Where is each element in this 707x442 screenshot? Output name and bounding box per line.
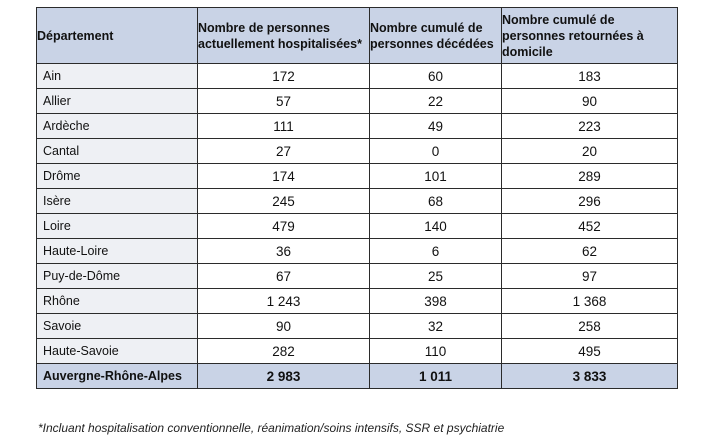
cell-retours-domicile: 223: [502, 114, 678, 139]
table-header-row: [37, 8, 678, 64]
cell-retours-domicile: 1 368: [502, 289, 678, 314]
cell-hospitalises: 2 983: [198, 364, 370, 389]
table-row: [37, 314, 678, 339]
table-total-row: [37, 364, 678, 389]
table-row: [37, 239, 678, 264]
cell-departement: Drôme: [37, 164, 198, 189]
cell-departement: Allier: [37, 89, 198, 114]
header-decedes: Nombre cumulé de personnes décédées: [370, 8, 502, 64]
cell-decedes: 49: [370, 114, 502, 139]
table-row: [37, 164, 678, 189]
cell-departement: Loire: [37, 214, 198, 239]
cell-hospitalises: 111: [198, 114, 370, 139]
cell-decedes: 140: [370, 214, 502, 239]
table-row: [37, 289, 678, 314]
cell-decedes: 0: [370, 139, 502, 164]
footnote: *Incluant hospitalisation conventionnelle, réanimation/soins intensifs, SSR et psychiatrie: [38, 421, 505, 435]
cell-decedes: 110: [370, 339, 502, 364]
table-row: [37, 339, 678, 364]
cell-retours-domicile: 258: [502, 314, 678, 339]
cell-departement: Puy-de-Dôme: [37, 264, 198, 289]
cell-retours-domicile: 452: [502, 214, 678, 239]
cell-hospitalises: 36: [198, 239, 370, 264]
cell-departement: Ain: [37, 64, 198, 89]
table-row: [37, 89, 678, 114]
header-departement: Département: [37, 8, 198, 64]
cell-departement: Haute-Loire: [37, 239, 198, 264]
cell-retours-domicile: 97: [502, 264, 678, 289]
cell-hospitalises: 174: [198, 164, 370, 189]
cell-retours-domicile: 289: [502, 164, 678, 189]
cell-hospitalises: 27: [198, 139, 370, 164]
header-hospitalises: Nombre de personnes actuellement hospitalisées*: [198, 8, 370, 64]
table-row: [37, 64, 678, 89]
table-row: [37, 189, 678, 214]
table-row: [37, 264, 678, 289]
header-retours-domicile: Nombre cumulé de personnes retournées à domicile: [502, 8, 678, 64]
cell-decedes: 32: [370, 314, 502, 339]
cell-hospitalises: 1 243: [198, 289, 370, 314]
cell-hospitalises: 57: [198, 89, 370, 114]
table-row: [37, 214, 678, 239]
cell-departement: Savoie: [37, 314, 198, 339]
cell-retours-domicile: 296: [502, 189, 678, 214]
cell-departement: Ardèche: [37, 114, 198, 139]
cell-decedes: 25: [370, 264, 502, 289]
cell-decedes: 22: [370, 89, 502, 114]
cell-hospitalises: 90: [198, 314, 370, 339]
cell-departement: Haute-Savoie: [37, 339, 198, 364]
table-body: [37, 64, 678, 389]
cell-retours-domicile: 20: [502, 139, 678, 164]
cell-hospitalises: 479: [198, 214, 370, 239]
cell-departement: Isère: [37, 189, 198, 214]
cell-retours-domicile: 90: [502, 89, 678, 114]
cell-hospitalises: 172: [198, 64, 370, 89]
table-row: [37, 139, 678, 164]
cell-departement: Auvergne-Rhône-Alpes: [37, 364, 198, 389]
cell-departement: Rhône: [37, 289, 198, 314]
cell-hospitalises: 245: [198, 189, 370, 214]
cell-decedes: 60: [370, 64, 502, 89]
cell-retours-domicile: 183: [502, 64, 678, 89]
cell-hospitalises: 282: [198, 339, 370, 364]
cell-hospitalises: 67: [198, 264, 370, 289]
hospitalization-table: [36, 7, 678, 389]
cell-decedes: 6: [370, 239, 502, 264]
cell-departement: Cantal: [37, 139, 198, 164]
cell-retours-domicile: 3 833: [502, 364, 678, 389]
cell-retours-domicile: 62: [502, 239, 678, 264]
cell-retours-domicile: 495: [502, 339, 678, 364]
cell-decedes: 398: [370, 289, 502, 314]
cell-decedes: 1 011: [370, 364, 502, 389]
table-row: [37, 114, 678, 139]
cell-decedes: 101: [370, 164, 502, 189]
cell-decedes: 68: [370, 189, 502, 214]
